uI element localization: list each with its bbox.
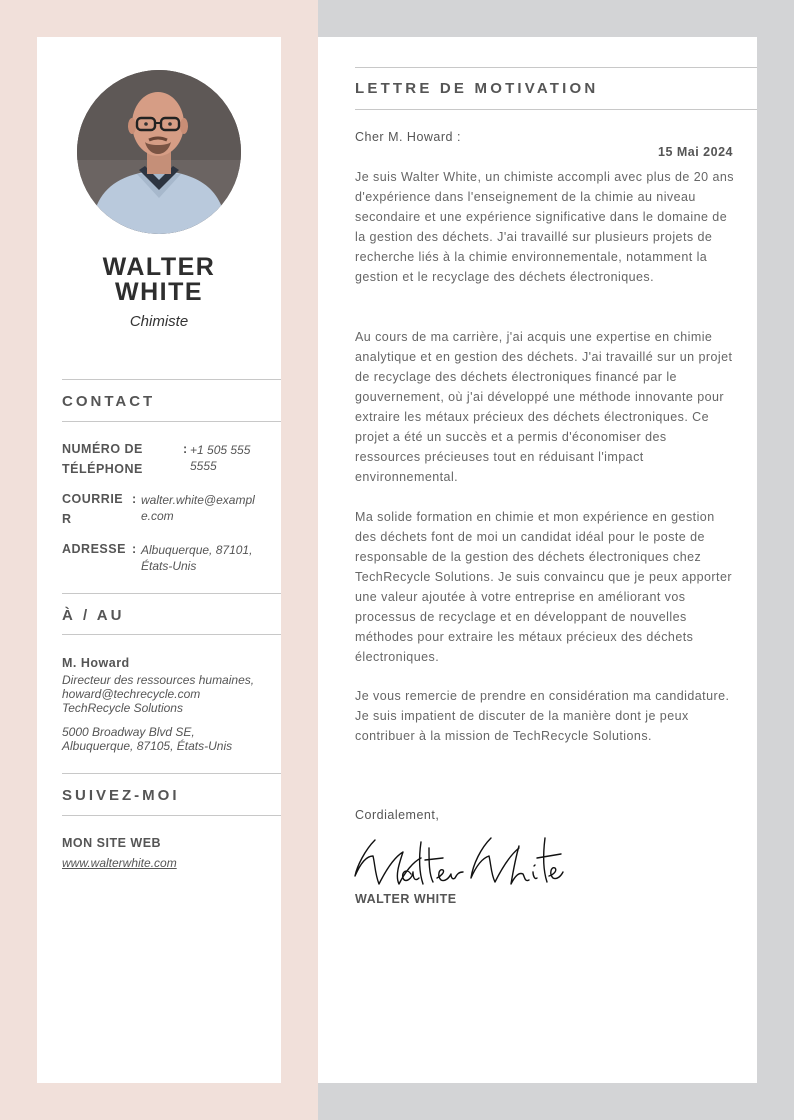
salutation: Cher M. Howard : [355, 130, 461, 144]
recipient-address-line2: Albuquerque, 87105, États-Unis [62, 739, 233, 753]
divider [62, 634, 281, 635]
follow-heading: SUIVEZ-MOI [62, 787, 180, 804]
letter-date: 15 Mai 2024 [658, 145, 733, 159]
divider [62, 593, 281, 594]
divider [355, 109, 757, 110]
website-label: MON SITE WEB [62, 836, 162, 850]
recipient-role: Directeur des ressources humaines, [62, 673, 255, 687]
paragraph: Je suis Walter White, un chimiste accompli avec plus de 20 ans d'expérience dans l'enseignement de la chimie au niveau secondaire et une expérience significative dans le domaine de la gestion des déchets. J'ai travaillé sur plusieurs projets de recherche liés à la chimie environnementale, notamment la gestion et le recyclage des déchets électroniques. [355, 170, 734, 284]
signer-name: WALTER WHITE [355, 892, 457, 906]
last-name: WHITE [114, 278, 204, 306]
address-value: Albuquerque, 87101, États-Unis [141, 543, 253, 573]
website-link[interactable]: www.walterwhite.com [62, 856, 177, 870]
letter [318, 37, 757, 1083]
recipient-heading: À / AU [62, 607, 125, 624]
contact-heading: CONTACT [62, 393, 156, 410]
recipient-address-line1: 5000 Broadway Blvd SE, [62, 725, 195, 739]
paragraph: Je vous remercie de prendre en considération ma candidature. Je suis impatient de discuter de la manière dont je peux contribuer à la mission de TechRecycle Solutions. [355, 689, 730, 743]
phone-separator: : [183, 442, 188, 456]
job-title: Chimiste [129, 313, 189, 330]
first-name: WALTER [102, 253, 216, 281]
recipient-company: TechRecycle Solutions [62, 701, 183, 715]
paragraph: Au cours de ma carrière, j'ai acquis une expertise en chimie analytique et en gestion des déchets. J'ai travaillé sur un projet de recyclage des déchets électroniques financé par le gouvernement, où j'ai développé une méthode innovante pour extraire les métaux précieux des déchets électroniques. Ce projet a été un succès et a permis d'économiser des ressources précieuses tout en réduisant l'impact environnemental. [355, 330, 733, 484]
address-label: ADRESSE [62, 542, 126, 556]
portrait-image [77, 70, 241, 234]
address-separator: : [132, 542, 137, 556]
divider [62, 421, 281, 422]
divider [62, 773, 281, 774]
recipient-email[interactable]: howard@techrecycle.com [62, 687, 201, 701]
divider [62, 379, 281, 380]
signature-image [351, 832, 573, 894]
candidate-name [37, 255, 281, 305]
phone-label: NUMÉRO DE TÉLÉPHONE [62, 442, 143, 476]
phone-value: +1 505 555 5555 [190, 443, 251, 473]
recipient-name: M. Howard [62, 656, 130, 670]
divider [62, 815, 281, 816]
letter-heading: LETTRE DE MOTIVATION [355, 80, 599, 97]
closing: Cordialement, [355, 808, 440, 822]
divider [355, 67, 757, 68]
email-label: COURRIE R [62, 492, 124, 526]
profile-photo [77, 70, 241, 234]
sidebar [37, 37, 281, 1083]
paragraph: Ma solide formation en chimie et mon expérience en gestion des déchets font de moi un candidat idéal pour le poste de responsable de la gestion des déchets électroniques chez TechRecycle Solutions. Je suis convaincu que je peux apporter une valeur ajoutée à votre entreprise en améliorant vos processus de recyclage et en développant de nouvelles méthodes pour extraire les métaux précieux des déchets électroniques. [355, 510, 732, 664]
email-value[interactable]: walter.white@exampl e.com [141, 493, 255, 523]
email-separator: : [132, 492, 137, 506]
